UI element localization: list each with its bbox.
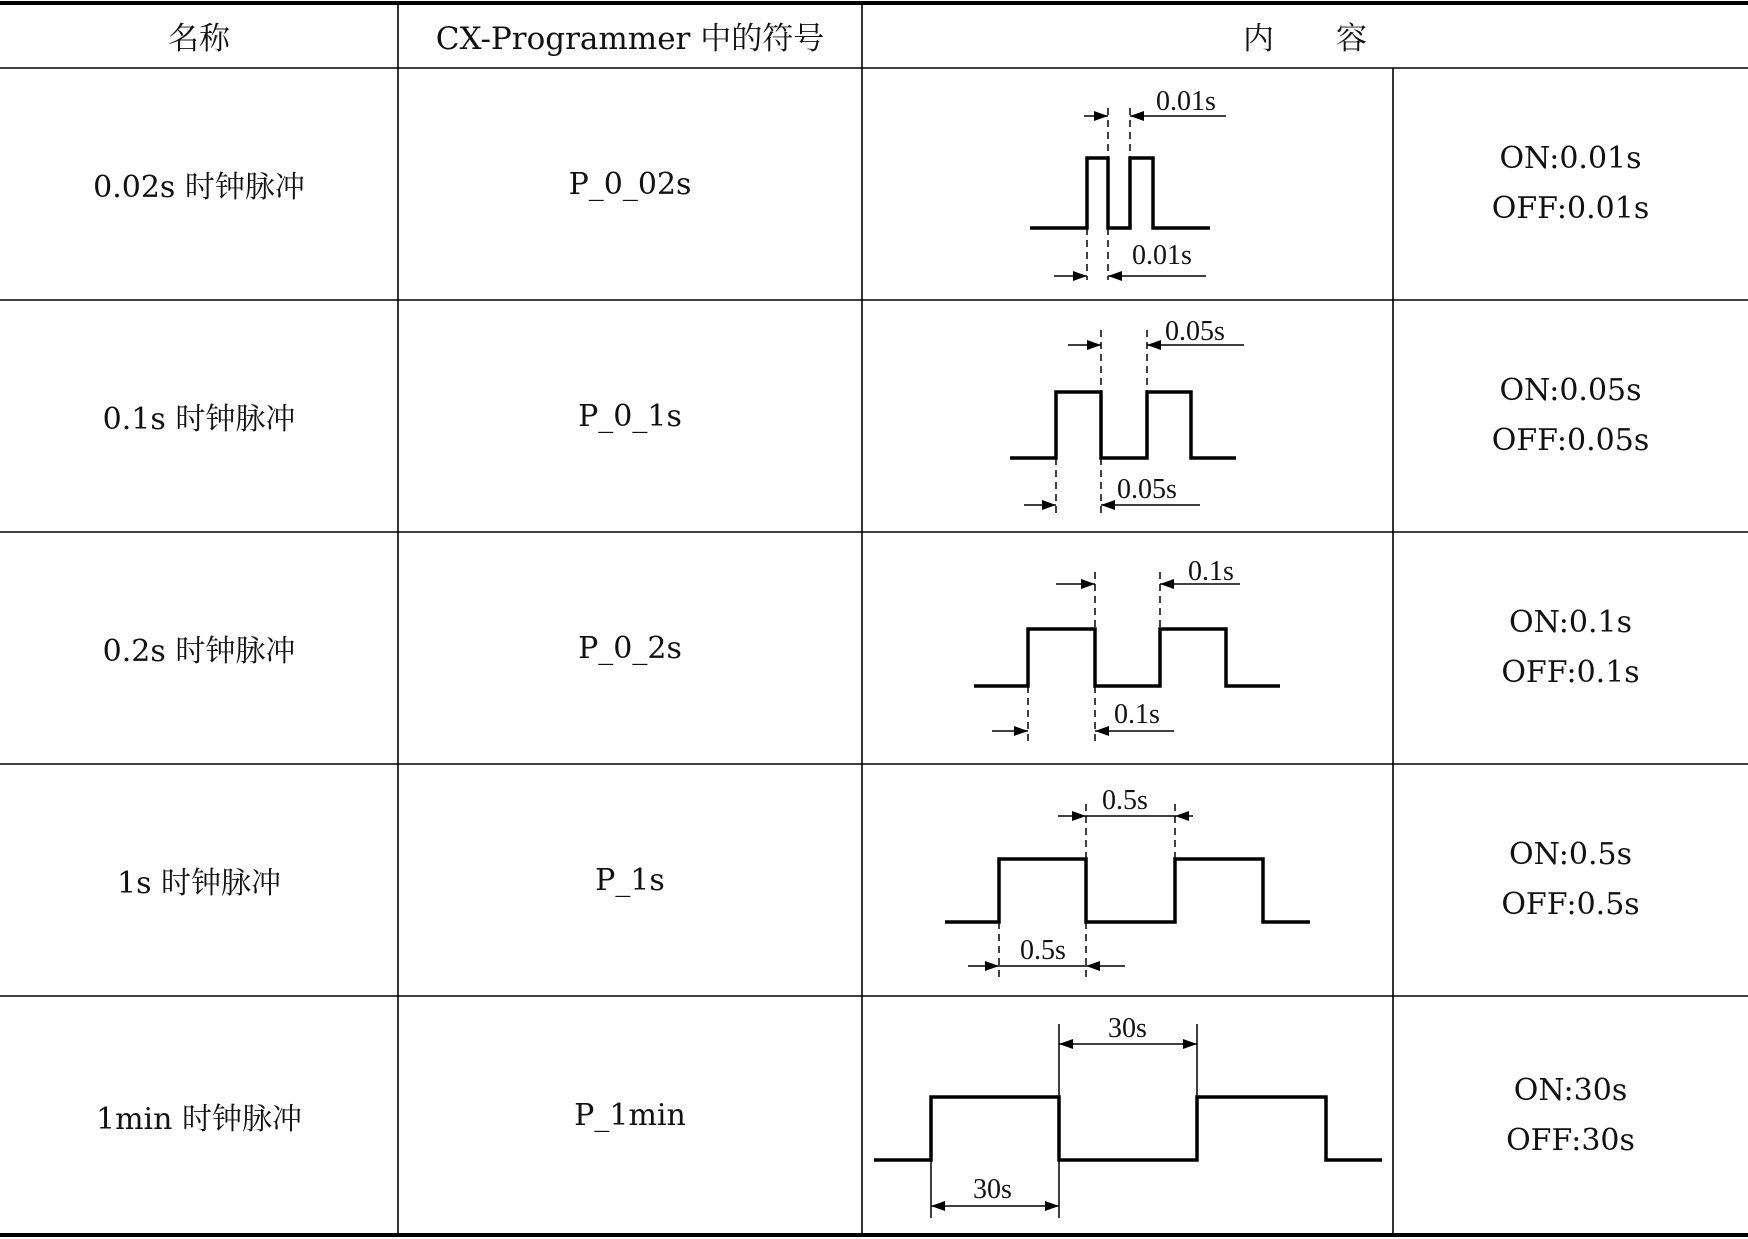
header-content: 内 容 — [1243, 21, 1367, 57]
row-name: 0.2s 时钟脉冲 — [102, 634, 296, 669]
row-name: 0.02s 时钟脉冲 — [93, 170, 305, 205]
row-symbol: P_1s — [595, 862, 665, 898]
on-time-label: 0.05s — [1165, 316, 1225, 347]
pulse-params — [1393, 996, 1748, 1235]
pulse-waveform-1min — [862, 996, 1393, 1235]
on-time-label: 0.5s — [1102, 785, 1148, 816]
row-symbol: P_1min — [574, 1098, 686, 1133]
row-symbol: P_0_1s — [578, 398, 682, 434]
on-duration: ON:30s — [1513, 1072, 1628, 1108]
pulse-waveform-0-2s — [862, 532, 1393, 764]
off-duration: OFF:0.5s — [1501, 887, 1640, 922]
on-duration: ON:0.01s — [1499, 141, 1642, 176]
off-time-label: 30s — [973, 1174, 1012, 1205]
pulse-waveform-0-1s — [862, 300, 1393, 532]
pulse-waveform-0-02s — [862, 68, 1393, 300]
row-name: 1min 时钟脉冲 — [96, 1101, 302, 1137]
off-time-label: 0.05s — [1117, 474, 1177, 505]
on-time-label: 0.01s — [1156, 86, 1216, 117]
row-name: 1s 时钟脉冲 — [116, 866, 282, 901]
header-name: 名称 — [168, 21, 230, 57]
on-time-label: 30s — [1108, 1013, 1147, 1044]
on-duration: ON:0.05s — [1499, 373, 1642, 408]
row-name: 0.1s 时钟脉冲 — [102, 402, 296, 437]
pulse-params — [1393, 532, 1748, 764]
header-symbol: CX-Programmer 中的符号 — [435, 21, 825, 57]
pulse-params — [1393, 764, 1748, 996]
off-duration: OFF:0.01s — [1491, 191, 1650, 226]
off-time-label: 0.5s — [1020, 935, 1066, 966]
off-duration: OFF:0.05s — [1491, 423, 1650, 458]
row-symbol: P_0_2s — [578, 630, 682, 666]
row-symbol: P_0_02s — [568, 166, 692, 202]
pulse-waveform-1s — [862, 764, 1393, 996]
on-duration: ON:0.1s — [1509, 605, 1632, 640]
on-time-label: 0.1s — [1188, 556, 1234, 587]
off-time-label: 0.1s — [1114, 699, 1160, 730]
pulse-params — [1393, 300, 1748, 532]
off-time-label: 0.01s — [1132, 240, 1192, 271]
pulse-params — [1393, 68, 1748, 300]
on-duration: ON:0.5s — [1509, 837, 1632, 872]
off-duration: OFF:0.1s — [1501, 655, 1640, 690]
off-duration: OFF:30s — [1506, 1122, 1635, 1158]
